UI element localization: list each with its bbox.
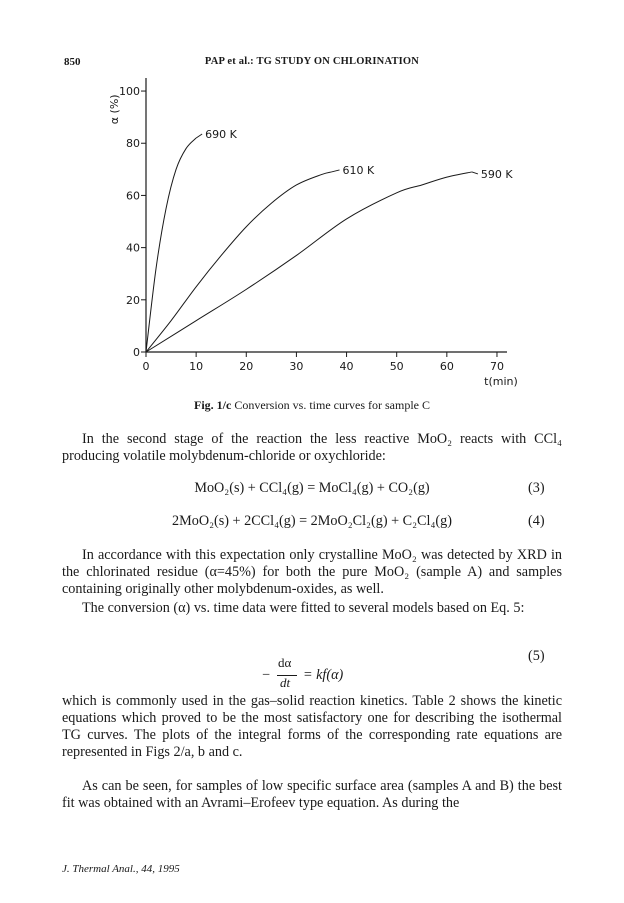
figure-chart (0, 0, 624, 400)
x-tick-label: 30 (289, 360, 304, 373)
y-tick-label: 100 (119, 85, 140, 99)
paragraph-2: In accordance with this expectation only crystalline MoO₂ was detected by XRD in the chlorinated residue (α=45%) for both the pure MoO₂ (sample A) and samples containing originally other molybdenum-oxides, as well. (62, 547, 562, 597)
paragraph-5: As can be seen, for samples of low specific surface area (samples A and B) the best fit was obtained with an Avrami–Erofeev type equation. As during the (62, 778, 562, 811)
running-head: PAP et al.: TG STUDY ON CHLORINATION (204, 56, 420, 67)
series-label: 690 K (205, 128, 237, 142)
series-leader (332, 170, 340, 172)
equation-4-number: (4) (528, 513, 545, 529)
equation-3-text: MoO₂(s) + CCl₄(g) = MoCl₄(g) + CO₂(g) (194, 480, 430, 496)
figure-caption-label: Fig. 1/c (194, 398, 232, 412)
x-tick-label: 40 (339, 360, 354, 373)
equation-5-numerator: dα (278, 655, 292, 670)
equation-5 (262, 655, 390, 697)
equation-5-number: (5) (528, 648, 545, 664)
chart-axes (146, 78, 507, 352)
y-tick-label: 20 (126, 293, 140, 307)
series-label: 610 K (342, 163, 375, 177)
y-tick-label: 0 (133, 346, 140, 359)
series-line (146, 172, 472, 352)
paragraph-4: which is commonly used in the gas–solid reaction kinetics. Table 2 shows the kinetic equations which proved to be the most satisfactory one for describing the isothermal TG curves. The plots of the integral forms of the corresponding rate equations are represented in Figs 2/a, b and c. (62, 693, 562, 760)
series-label: 590 K (480, 167, 513, 181)
series-line (146, 172, 332, 352)
equation-5-denominator: dt (280, 675, 291, 690)
x-tick-label: 20 (239, 360, 254, 373)
equation-4-text: 2MoO₂(s) + 2CCl₄(g) = 2MoO₂Cl₂(g) + C₂Cl₄(g) (172, 513, 452, 529)
x-tick-label: 0 (142, 360, 150, 373)
equation-5-minus: − (262, 667, 271, 683)
x-tick-label: 60 (439, 360, 454, 373)
journal-footer: J. Thermal Anal., 44, 1995 (62, 863, 180, 875)
y-tick-label: 80 (126, 137, 140, 151)
y-tick-label: 60 (126, 189, 140, 203)
figure-caption-text: Conversion vs. time curves for sample C (231, 398, 430, 412)
equation-3-number: (3) (528, 480, 545, 496)
equation-5-rhs: = kf(α) (303, 667, 344, 683)
x-axis-label: t(min) (484, 375, 518, 388)
page-number: 850 (64, 56, 81, 68)
chart-labels (108, 94, 518, 388)
paragraph-1: In the second stage of the reaction the less reactive MoO₂ reacts with CCl₄ producing volatile molybdenum-chloride or oxychloride: (62, 431, 562, 464)
x-tick-label: 10 (189, 360, 204, 373)
y-axis-label: α (%) (108, 94, 121, 125)
chart-ticks (119, 85, 504, 373)
chart-series (146, 138, 472, 352)
figure-caption (0, 398, 624, 413)
x-tick-label: 70 (489, 360, 504, 373)
series-leader (196, 134, 202, 138)
series-leader (472, 172, 478, 174)
x-tick-label: 50 (389, 360, 404, 373)
paragraph-3: The conversion (α) vs. time data were fitted to several models based on Eq. 5: (82, 600, 525, 616)
y-tick-label: 40 (126, 241, 140, 255)
